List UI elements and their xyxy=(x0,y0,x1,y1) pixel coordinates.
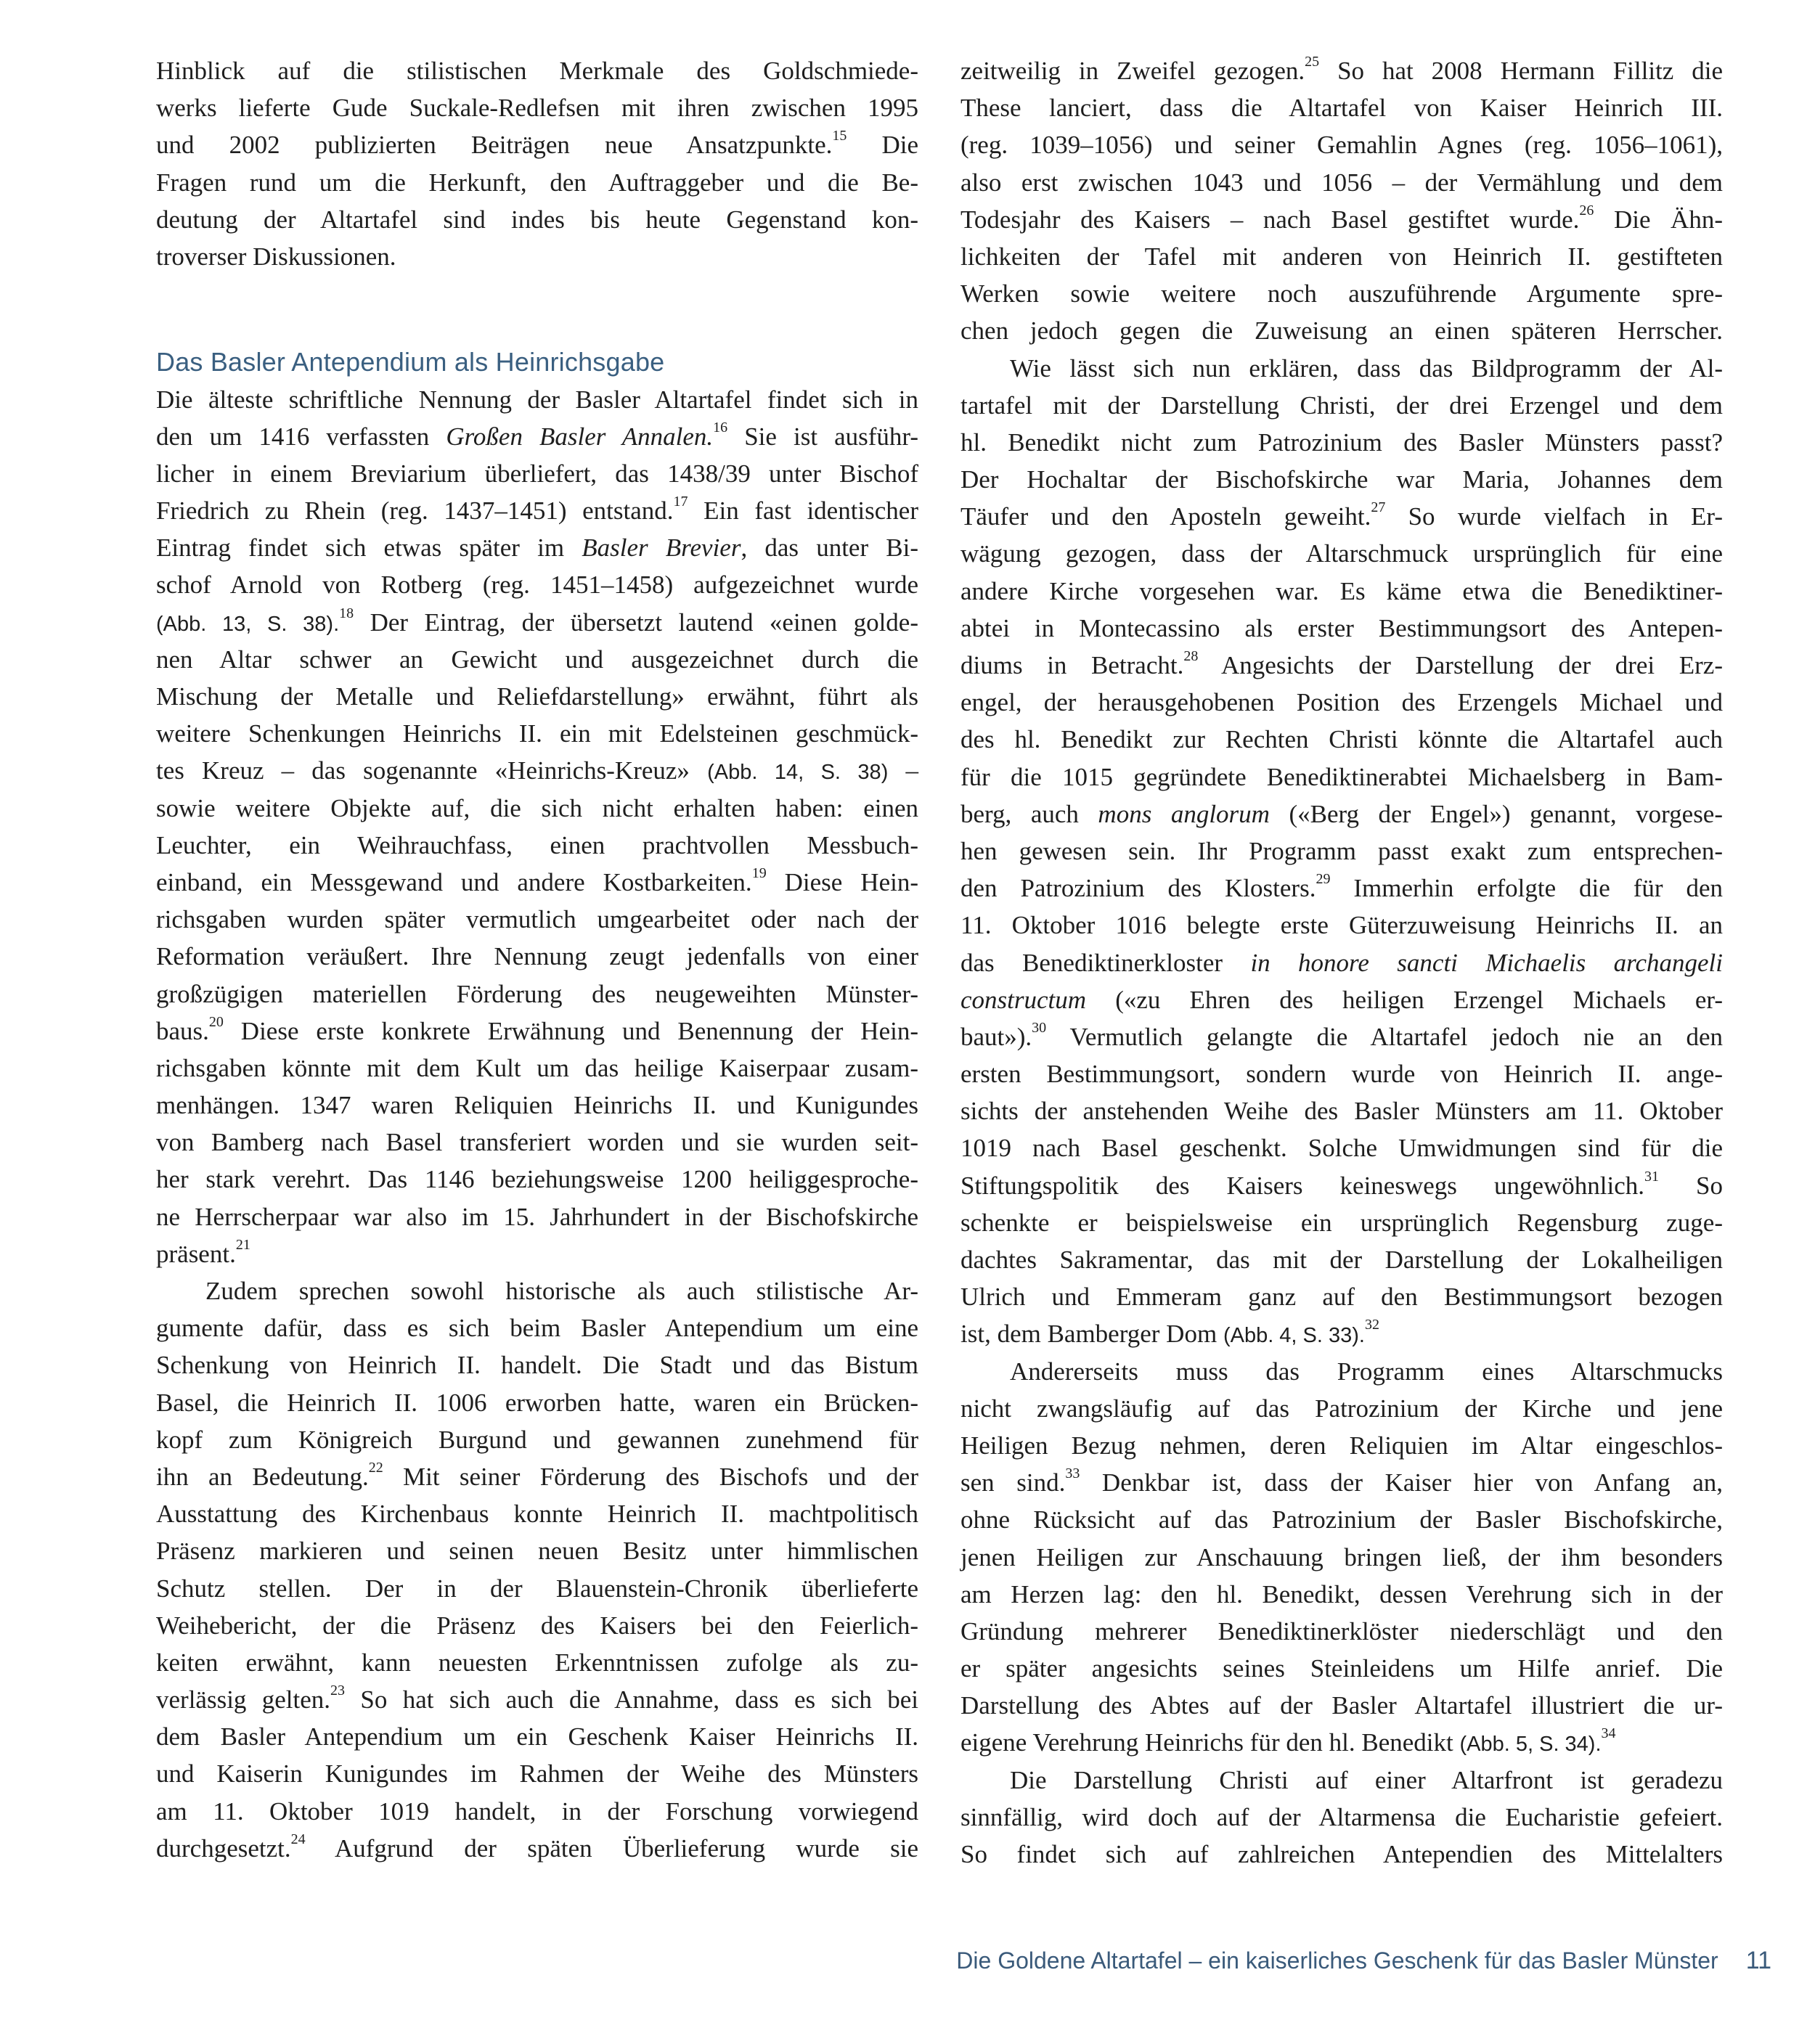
section-heading: Das Basler Antependium als Heinrichsgabe xyxy=(156,347,665,377)
text-line xyxy=(960,52,1723,89)
text-line: (reg. 1039–1056) und seiner Gemahlin Agnes (reg. 1056–1061), xyxy=(960,131,1723,160)
text-line xyxy=(156,1830,918,1867)
text-line: richsgaben wurden später vermutlich umgearbeitet oder nach der xyxy=(156,905,918,934)
text-line: Ausstattung des Kirchenbaus konnte Heinrich II. machtpolitisch xyxy=(156,1500,918,1529)
text: diums in Betracht. xyxy=(960,651,1184,679)
text-line xyxy=(156,529,918,566)
text: Denkbar ist, dass der Kaiser hier von Anfang an, xyxy=(1080,1468,1723,1497)
text: Täufer und den Aposteln geweiht. xyxy=(960,502,1371,531)
text-line: am Herzen lag: den hl. Benedikt, dessen Verehrung sich in der xyxy=(960,1579,1723,1608)
text-line: richsgaben könnte mit dem Kult um das heilige Kaiserpaar zusam- xyxy=(156,1053,918,1082)
text: Eintrag findet sich etwas später im xyxy=(156,534,582,563)
footnote-marker[interactable]: 16 xyxy=(713,419,728,436)
text: – xyxy=(888,756,918,785)
left-column xyxy=(156,52,918,1867)
text: verlässig gelten. xyxy=(156,1685,331,1714)
text: Sie ist ausführ- xyxy=(727,422,919,451)
text-line xyxy=(960,870,1723,907)
text: Todesjahr des Kaisers – nach Basel gestiftet wurde. xyxy=(960,205,1580,234)
text: den um 1416 verfassten xyxy=(156,422,446,451)
text-line: Schutz stellen. Der in der Blauenstein-Chronik überlieferte xyxy=(156,1574,918,1603)
text-line xyxy=(156,752,918,789)
footnote-marker[interactable]: 30 xyxy=(1032,1019,1047,1036)
italic-latin: constructum xyxy=(960,985,1087,1014)
footnote-marker[interactable]: 19 xyxy=(751,864,767,881)
text: das Benediktinerkloster xyxy=(960,948,1251,977)
text: Vermutlich gelangte die Altartafel jedoch nie an den xyxy=(1046,1022,1723,1051)
text-line: menhängen. 1347 waren Reliquien Heinrichs II. und Kunigundes xyxy=(156,1091,918,1120)
text: So hat sich auch die Annahme, dass es sich bei xyxy=(345,1685,919,1714)
text-line: also erst zwischen 1043 und 1056 – der Vermählung und dem xyxy=(960,168,1723,197)
text: eigene Verehrung Heinrichs für den hl. Benedikt xyxy=(960,1728,1460,1757)
text-line xyxy=(960,498,1723,535)
text: Friedrich zu Rhein (reg. 1437–1451) entstand. xyxy=(156,496,674,526)
footnote-marker[interactable]: 21 xyxy=(235,1236,250,1253)
footnote-marker[interactable]: 34 xyxy=(1601,1725,1616,1742)
page-footer xyxy=(871,1944,1771,1977)
text-line: Fragen rund um die Herkunft, den Auftraggeber und die Be- xyxy=(156,168,918,197)
footnote-marker[interactable]: 29 xyxy=(1316,871,1331,888)
text-line: Wie lässt sich nun erklären, dass das Bildprogramm der Al- xyxy=(1010,353,1723,383)
figure-reference[interactable]: (Abb. 5, S. 34). xyxy=(1459,1733,1602,1757)
text-line: Die Darstellung Christi auf einer Altarfront ist geradezu xyxy=(1010,1765,1723,1794)
text: Diese erste konkrete Erwähnung und Benennung der Hein- xyxy=(223,1016,918,1045)
footnote-marker[interactable]: 25 xyxy=(1305,54,1320,70)
text-line: chen jedoch gegen die Zuweisung an einen späteren Herrscher. xyxy=(960,316,1723,346)
footnote-marker[interactable]: 28 xyxy=(1183,648,1199,664)
text-line: gumente dafür, dass es sich beim Basler Antependium um eine xyxy=(156,1314,918,1343)
figure-reference[interactable]: (Abb. 13, S. 38). xyxy=(156,612,340,636)
text-line: Schenkung von Heinrich II. handelt. Die Stadt und das Bistum xyxy=(156,1351,918,1380)
text-line xyxy=(156,418,918,455)
text: und 2002 publizierten Beiträgen neue Ansatzpunkte. xyxy=(156,131,833,160)
text-line: ersten Bestimmungsort, sondern wurde von Heinrich II. ange- xyxy=(960,1060,1723,1089)
text-line: kopf zum Königreich Burgund und gewannen zunehmend für xyxy=(156,1425,918,1454)
footnote-marker[interactable]: 31 xyxy=(1644,1168,1659,1185)
text: Angesichts der Darstellung der drei Erz- xyxy=(1198,651,1723,679)
text-line xyxy=(156,1681,918,1718)
text-line: abtei in Montecassino als erster Bestimmungsort des Antepen- xyxy=(960,613,1723,642)
text: einband, ein Messgewand und andere Kostbarkeiten. xyxy=(156,867,752,896)
text-line: Die älteste schriftliche Nennung der Basler Altartafel findet sich in xyxy=(156,385,918,414)
text-line xyxy=(960,1315,1723,1352)
text-line xyxy=(960,796,1723,833)
text: baus. xyxy=(156,1016,209,1045)
text: Stiftungspolitik des Kaisers keineswegs ungewöhnlich. xyxy=(960,1171,1644,1200)
text-line: jenen Heiligen zur Anschauung bringen ließ, der ihm besonders xyxy=(960,1542,1723,1571)
text-line: Zudem sprechen sowohl historische als auch stilistische Ar- xyxy=(205,1277,918,1305)
text: berg, auch xyxy=(960,799,1098,828)
text-line: Heiligen Bezug nehmen, deren Reliquien im Altar eingeschlos- xyxy=(960,1431,1723,1460)
text-line: am 11. Oktober 1019 handelt, in der Forschung vorwiegend xyxy=(156,1796,918,1826)
text-line: hl. Benedikt nicht zum Patrozinium des Basler Münsters passt? xyxy=(960,428,1723,457)
running-title: Die Goldene Altartafel – ein kaiserliches Geschenk für das Basler Münster xyxy=(956,1947,1718,1974)
text-line: Leuchter, ein Weihrauchfass, einen prachtvollen Messbuch- xyxy=(156,830,918,859)
text-line: Andererseits muss das Programm eines Altarschmucks xyxy=(1010,1357,1723,1386)
text-line: nicht zwangsläufig auf das Patrozinium der Kirche und jene xyxy=(960,1394,1723,1423)
text-line: schenkte er beispielsweise ein ursprünglich Regensburg zuge- xyxy=(960,1208,1723,1237)
text: Der Eintrag, der übersetzt lautend «einen golde- xyxy=(354,608,918,637)
text: Immerhin erfolgte die für den xyxy=(1330,874,1724,903)
text-line: 11. Oktober 1016 belegte erste Güterzuweisung Heinrichs II. an xyxy=(960,911,1723,940)
text-line: und Kaiserin Kunigundes im Rahmen der Weihe des Münsters xyxy=(156,1759,918,1788)
italic-title: Basler Brevier xyxy=(582,534,741,563)
figure-reference[interactable]: (Abb. 14, S. 38) xyxy=(707,761,889,785)
text-line: licher in einem Breviarium überliefert, das 1438/39 unter Bischof xyxy=(156,459,918,488)
text: ist, dem Bamberger Dom xyxy=(960,1320,1223,1349)
text: zeitweilig in Zweifel gezogen. xyxy=(960,57,1305,85)
text-line: werks lieferte Gude Suckale-Redlefsen mit ihren zwischen 1995 xyxy=(156,94,918,123)
footnote-marker[interactable]: 27 xyxy=(1371,499,1386,516)
text-line: troverser Diskussionen. xyxy=(156,242,396,271)
text-line xyxy=(960,1464,1723,1501)
text-line: Darstellung des Abtes auf der Basler Altartafel illustriert die ur- xyxy=(960,1691,1723,1720)
text-line: deutung der Altartafel sind indes bis heute Gegenstand kon- xyxy=(156,205,918,234)
text-line xyxy=(156,864,918,901)
italic-latin: mons anglorum xyxy=(1098,799,1270,828)
text-line: tartafel mit der Darstellung Christi, der drei Erzengel und dem xyxy=(960,391,1723,420)
text-line: Der Hochaltar der Bischofskirche war Maria, Johannes dem xyxy=(960,465,1723,494)
figure-reference[interactable]: (Abb. 4, S. 33). xyxy=(1223,1324,1365,1348)
text: baut»). xyxy=(960,1022,1032,1051)
text: tes Kreuz – das sogenannte «Heinrichs-Kreuz» xyxy=(156,756,708,785)
text: präsent. xyxy=(156,1239,236,1268)
text-line xyxy=(960,1018,1723,1055)
footnote-marker[interactable]: 33 xyxy=(1065,1465,1080,1482)
text-line: schof Arnold von Rotberg (reg. 1451–1458) aufgezeichnet wurde xyxy=(156,571,918,600)
text: durchgesetzt. xyxy=(156,1834,291,1863)
footnote-marker[interactable]: 23 xyxy=(330,1683,346,1699)
footnote-marker[interactable]: 15 xyxy=(832,128,847,144)
footnote-marker[interactable]: 22 xyxy=(368,1459,383,1476)
footnote-marker[interactable]: 32 xyxy=(1364,1317,1379,1333)
text-line xyxy=(156,1235,918,1272)
text: So wurde vielfach in Er- xyxy=(1385,502,1723,531)
text-line xyxy=(960,944,1723,981)
text: So hat 2008 Hermann Fillitz die xyxy=(1319,57,1723,85)
text-line: für die 1015 gegründete Benediktinerabtei Michaelsberg in Bam- xyxy=(960,762,1723,791)
text-line: Mischung der Metalle und Reliefdarstellung» erwähnt, führt als xyxy=(156,682,918,711)
text: («zu Ehren des heiligen Erzengel Michaels er- xyxy=(1086,985,1723,1014)
text-line: Gründung mehrerer Benediktinerklöster niederschlägt und den xyxy=(960,1616,1723,1646)
right-column xyxy=(960,52,1723,1873)
text-line: ohne Rücksicht auf das Patrozinium der Basler Bischofskirche, xyxy=(960,1505,1723,1534)
italic-title: Großen Basler Annalen. xyxy=(446,422,714,451)
text-line: These lanciert, dass die Altartafel von Kaiser Heinrich III. xyxy=(960,94,1723,123)
text-line: 1019 nach Basel geschenkt. Solche Umwidmungen sind für die xyxy=(960,1134,1723,1163)
text: Die xyxy=(847,131,918,160)
footnote-marker[interactable]: 24 xyxy=(290,1831,306,1847)
text: Diese Hein- xyxy=(766,867,918,896)
text: sen sind. xyxy=(960,1468,1066,1497)
text-line: andere Kirche vorgesehen war. Es käme etwa die Benediktiner- xyxy=(960,576,1723,605)
text-line xyxy=(156,1458,918,1495)
text-line: dachtes Sakramentar, das mit der Darstellung der Lokalheiligen xyxy=(960,1246,1723,1274)
text-line: sichts der anstehenden Weihe des Basler Münsters am 11. Oktober xyxy=(960,1097,1723,1126)
text-line: sinnfällig, wird doch auf der Altarmensa die Eucharistie gefeiert. xyxy=(960,1802,1723,1831)
text-line xyxy=(960,647,1723,684)
text: Aufgrund der späten Überlieferung wurde sie xyxy=(305,1834,918,1863)
text: den Patrozinium des Klosters. xyxy=(960,874,1316,903)
text-line: des hl. Benedikt zur Rechten Christi könnte die Altartafel auch xyxy=(960,725,1723,754)
footnote-marker[interactable]: 17 xyxy=(673,494,688,510)
footnote-marker[interactable]: 26 xyxy=(1579,202,1594,218)
text-line: ne Herrscherpaar war also im 15. Jahrhundert in der Bischofskirche xyxy=(156,1202,918,1231)
text-line: wägung gezogen, dass der Altarschmuck ursprünglich für eine xyxy=(960,539,1723,568)
text-line: er später angesichts seines Steinleidens um Hilfe anrief. Die xyxy=(960,1654,1723,1683)
text-line: sowie weitere Objekte auf, die sich nicht erhalten haben: einen xyxy=(156,793,918,822)
text: Die Ähn- xyxy=(1594,205,1723,234)
text-line: von Bamberg nach Basel transferiert worden und sie wurden seit- xyxy=(156,1128,918,1157)
text-line xyxy=(960,1167,1723,1204)
text: («Berg der Engel») genannt, vorgese- xyxy=(1269,799,1723,828)
text-line: hen gewesen sein. Ihr Programm passt exakt zum entsprechen- xyxy=(960,836,1723,865)
text: So xyxy=(1658,1171,1723,1200)
text-line: Reformation veräußert. Ihre Nennung zeugt jedenfalls von einer xyxy=(156,942,918,971)
text: Mit seiner Förderung des Bischofs und der xyxy=(383,1462,918,1491)
text-line: So findet sich auf zahlreichen Antependien des Mittelalters xyxy=(960,1840,1723,1868)
text-line: weitere Schenkungen Heinrichs II. ein mit Edelsteinen geschmück- xyxy=(156,719,918,748)
footnote-marker[interactable]: 20 xyxy=(208,1013,224,1030)
text-line: großzügigen materiellen Förderung des neugeweihten Münster- xyxy=(156,979,918,1008)
italic-latin: in honore sancti Michaelis archangeli xyxy=(1250,948,1723,977)
text-line: nen Altar schwer an Gewicht und ausgezeichnet durch die xyxy=(156,645,918,674)
footnote-marker[interactable]: 18 xyxy=(339,605,354,621)
text-line: dem Basler Antependium um ein Geschenk Kaiser Heinrichs II. xyxy=(156,1722,918,1751)
text-line: Weihebericht, der die Präsenz des Kaisers bei den Feierlich- xyxy=(156,1611,918,1640)
page-number: 11 xyxy=(1745,1946,1771,1974)
text: ihn an Bedeutung. xyxy=(156,1462,369,1491)
text-line: her stark verehrt. Das 1146 beziehungsweise 1200 heiliggesproche- xyxy=(156,1165,918,1194)
text-line: Werken sowie weitere noch auszuführende Argumente spre- xyxy=(960,279,1723,308)
text-line xyxy=(960,201,1723,238)
text-line: Ulrich und Emmeram ganz auf den Bestimmungsort bezogen xyxy=(960,1283,1723,1312)
text-line: Basel, die Heinrich II. 1006 erworben hatte, waren ein Brücken- xyxy=(156,1388,918,1417)
text-line xyxy=(156,604,918,641)
text-line xyxy=(156,492,918,529)
text-line: lichkeiten der Tafel mit anderen von Heinrich II. gestifteten xyxy=(960,242,1723,271)
text: Ein fast identischer xyxy=(688,496,918,526)
text-line xyxy=(156,126,918,163)
text-line: Präsenz markieren und seinen neuen Besitz unter himmlischen xyxy=(156,1537,918,1566)
text-line: keiten erwähnt, kann neuesten Erkenntnissen zufolge als zu- xyxy=(156,1648,918,1677)
text-line: engel, der herausgehobenen Position des Erzengels Michael und xyxy=(960,688,1723,717)
text: , das unter Bi- xyxy=(741,534,918,563)
text-line: Hinblick auf die stilistischen Merkmale des Goldschmiede- xyxy=(156,57,918,85)
text-line xyxy=(960,981,1723,1018)
text-line xyxy=(156,1013,918,1050)
text-line xyxy=(960,1724,1723,1761)
